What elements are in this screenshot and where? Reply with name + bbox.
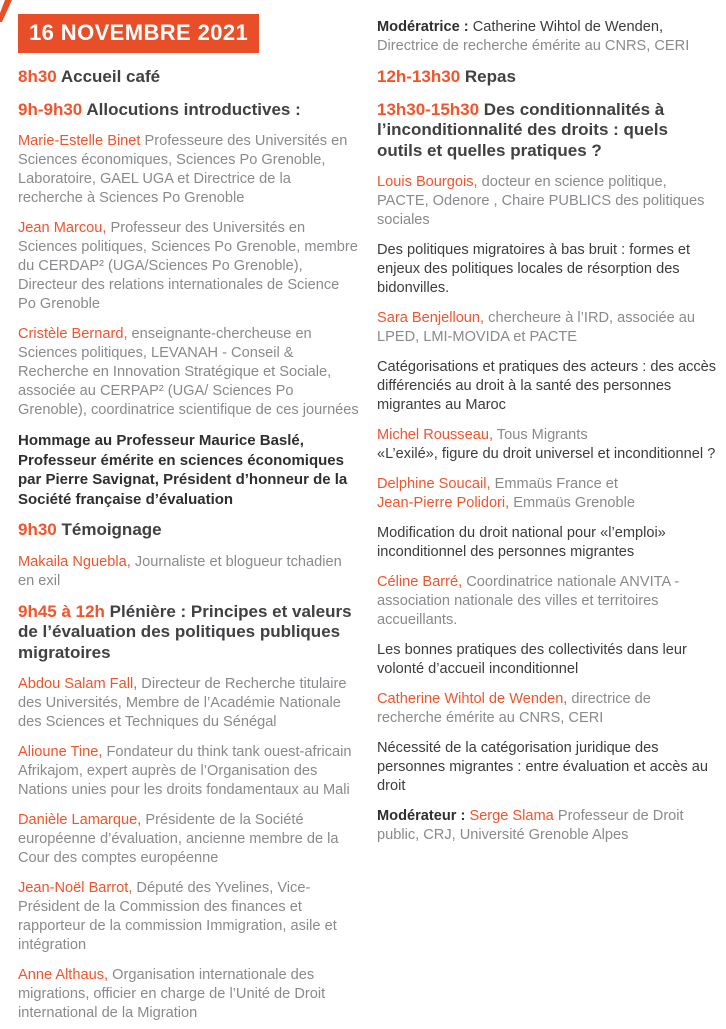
affiliation-text: Présidente de la Société européenne d’évaluation, ancienne membre de la Cour des comptes européenne [18, 812, 339, 866]
affiliation-text: Journaliste et blogueur tchadien en exil [18, 553, 342, 589]
left-column-blocks [18, 67, 359, 1023]
speaker-name: Abdou Salam Fall, [18, 676, 138, 692]
affiliation-text: Professeure des Universités en Sciences économiques, Sciences Po Grenoble, Laboratoire, GAEL UGA et Directrice de la recherche à Sciences Po Grenoble [18, 133, 348, 206]
right-column-blocks [377, 18, 717, 845]
description-text: Les bonnes pratiques des collectivités dans leur volonté d’accueil inconditionnel [377, 642, 687, 677]
session-title: Témoignage [61, 520, 162, 539]
affiliation-text: Coordinatrice nationale ANVITA - association nationale des villes et territoires accueillants. [377, 574, 680, 628]
affiliation-text: Tous Migrants [493, 427, 588, 443]
affiliation-text: docteur en science politique, PACTE, Odenore , Chaire PUBLICS des politiques sociales [377, 174, 705, 228]
speaker-entry [18, 325, 359, 420]
affiliation-text: Emmaüs France et [490, 476, 618, 492]
description-text: Des politiques migratoires à bas bruit : formes et enjeux des politiques locales de résorption des bidonvilles. [377, 242, 691, 296]
affiliation-text: enseignante-chercheuse en Sciences politiques, LEVANAH - Conseil & Recherche en Innovation Stratégique et Sociale, associée au CERPAP² (UGA/ Sciences Po Grenoble), coordinatrice scientifique de ces journées [18, 326, 359, 418]
session-time: 9h-9h30 [18, 99, 87, 119]
session-title: Allocutions introductives : [86, 99, 301, 119]
speaker-entry [18, 966, 359, 1023]
session-heading [18, 100, 359, 121]
speaker-entry [18, 132, 359, 208]
affiliation-text: directrice de recherche émérite au CNRS, CERI [377, 691, 651, 726]
affiliation-text: Fondateur du think tank ouest-africain Afrikajom, expert auprès de l’Organisation des Nations unies pour les droits fondamentaux au Mali [18, 744, 352, 798]
speaker-entry [18, 553, 359, 591]
speaker-name: Céline Barré, [377, 574, 463, 590]
session-time: 12h-13h30 [377, 67, 465, 86]
affiliation-text: Organisation internationale des migrations, officier en charge de l’Unité de Droit international de la Migration [18, 967, 326, 1021]
speaker-entry [18, 879, 359, 955]
affiliation-text: Député des Yvelines, Vice-Président de la Commission des finances et rapporteur de la commission Immigration, asile et intégration [18, 880, 337, 953]
speaker-entry [377, 573, 717, 630]
speaker-name: Sara Benjelloun, [377, 310, 485, 326]
speaker-name: Jean-Noël Barrot, [18, 880, 133, 896]
talk-description [377, 739, 717, 796]
speaker-name: Michel Rousseau, [377, 427, 493, 443]
speaker-entry [377, 173, 717, 230]
speaker-name: Delphine Soucail, [377, 476, 491, 492]
speaker-name: Alioune Tine, [18, 744, 103, 760]
label-text: Hommage au Professeur Maurice Baslé, Professeur émérite en sciences économiques par Pierre Savignat, Président d’honneur de la Société française d’évaluation [18, 432, 348, 508]
description-text: «L’exilé», figure du droit universel et inconditionnel ? [377, 446, 716, 462]
affiliation-text: Professeur de Droit public, CRJ, Université Grenoble Alpes [377, 808, 684, 843]
speaker-entry [377, 475, 717, 513]
session-title: Plénière : Principes et valeurs de l’évaluation des politiques publiques migratoires [18, 601, 352, 662]
session-heading [18, 602, 359, 664]
session-title: Des conditionnalités à l’inconditionnalité des droits : quels outils et quelles pratiques ? [377, 99, 668, 160]
talk-description [377, 241, 717, 298]
label-text: Modératrice : [377, 19, 473, 35]
speaker-name: Makaila Nguebla, [18, 553, 131, 570]
session-heading [377, 100, 717, 162]
speaker-name: Serge Slama [469, 808, 554, 824]
session-title: Repas [464, 67, 516, 86]
speaker-entry [18, 811, 359, 868]
tribute-note [18, 431, 359, 509]
description-text: Catégorisations et pratiques des acteurs : des accès différenciés au droit à la santé des personnes migrantes au Maroc [377, 359, 717, 413]
speaker-entry [18, 219, 359, 314]
session-heading [18, 67, 359, 88]
speaker-name: Marie-Estelle Binet [18, 133, 141, 149]
speaker-name: Jean Marcou, [18, 220, 107, 236]
right-column [377, 18, 717, 856]
affiliation-text: Professeur des Universités en Sciences politiques, Sciences Po Grenoble, membre du CERDAP² (UGA/Sciences Po Grenoble), Directeur des relations internationales de Science Po Grenoble [18, 220, 358, 312]
talk-description [377, 641, 717, 679]
affiliation-text: chercheure à l’IRD, associée au LPED, LMI-MOVIDA et PACTE [377, 310, 696, 345]
session-time: 9h45 à 12h [18, 601, 110, 621]
moderator-line [377, 18, 717, 56]
label-text: Modérateur : [377, 808, 470, 824]
description-text: Nécessité de la catégorisation juridique des personnes migrantes : entre évaluation et accès au droit [377, 740, 708, 794]
session-heading [18, 520, 359, 541]
speaker-name: Anne Althaus, [18, 967, 109, 983]
speaker-entry [18, 675, 359, 732]
speaker-name: Catherine Wihtol de Wenden, [377, 691, 568, 707]
affiliation-text: Directeur de Recherche titulaire des Universités, Membre de l’Académie Nationale des Sciences et Techniques du Sénégal [18, 676, 347, 730]
left-column [18, 14, 359, 1029]
date-banner: 16 NOVEMBRE 2021 [18, 14, 259, 53]
speaker-name: Louis Bourgois, [377, 174, 478, 190]
speaker-entry [377, 309, 717, 347]
speaker-entry [18, 743, 359, 800]
speaker-entry [377, 426, 717, 464]
session-title: Accueil café [60, 67, 161, 86]
moderator-line [377, 807, 717, 845]
session-time: 13h30-15h30 [377, 99, 484, 119]
session-heading [377, 67, 717, 88]
description-text: Modification du droit national pour «l’emploi» inconditionnel des personnes migrantes [377, 525, 666, 560]
corner-ribbon-decoration [0, 0, 16, 24]
speaker-name: Cristèle Bernard, [18, 326, 128, 342]
session-time: 8h30 [18, 67, 61, 86]
affiliation-text: Directrice de recherche émérite au CNRS, CERI [377, 38, 690, 54]
speaker-name: Jean-Pierre Polidori, [377, 495, 510, 511]
speaker-name: Danièle Lamarque, [18, 812, 142, 828]
talk-description [377, 358, 717, 415]
affiliation-text: Emmaüs Grenoble [509, 495, 635, 511]
speaker-entry [377, 690, 717, 728]
description-text: Catherine Wihtol de Wenden, [472, 19, 664, 35]
talk-description [377, 524, 717, 562]
session-time: 9h30 [18, 520, 62, 539]
